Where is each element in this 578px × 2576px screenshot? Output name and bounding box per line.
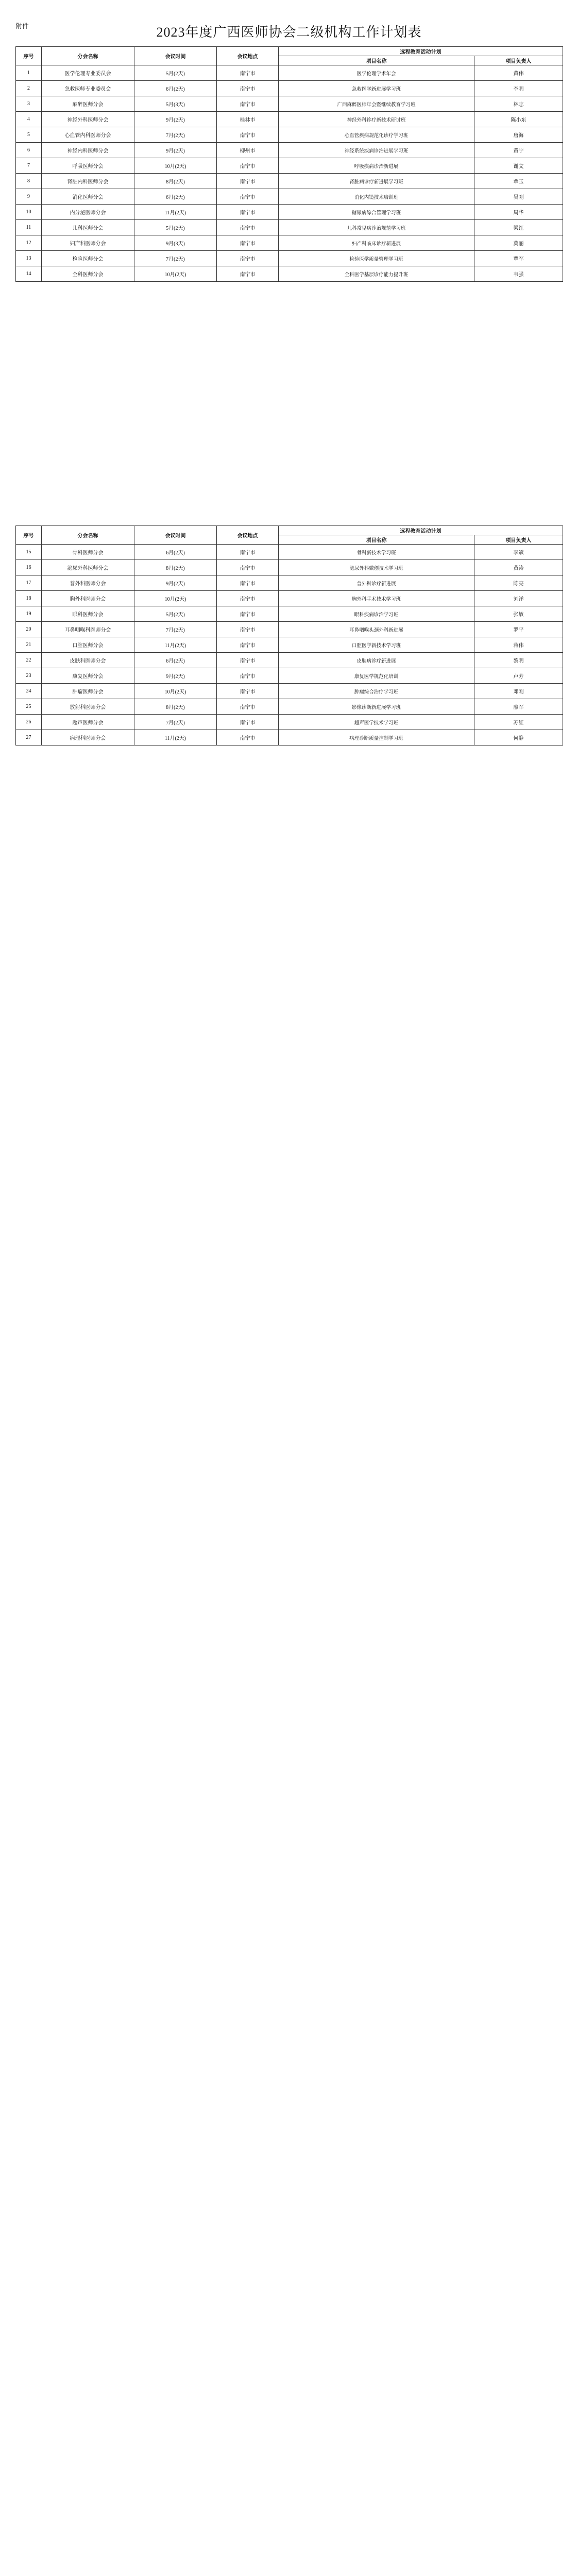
cell-project: 口腔医学新技术学习班 — [279, 637, 474, 653]
cell-project: 神经系统疾病诊治进展学习班 — [279, 143, 474, 158]
cell-place: 南宁市 — [217, 127, 279, 143]
cell-leader: 卢芳 — [474, 668, 563, 684]
cell-time: 6月(2天) — [134, 81, 217, 96]
table-row — [16, 112, 563, 127]
cell-time: 7月(2天) — [134, 715, 217, 730]
cell-leader: 林志 — [474, 96, 563, 112]
cell-no: 22 — [16, 653, 42, 668]
cell-time: 7月(2天) — [134, 251, 217, 266]
cell-time: 9月(2天) — [134, 112, 217, 127]
cell-org: 麻醉医师分会 — [42, 96, 134, 112]
cell-project: 肾脏病诊疗新进展学习班 — [279, 174, 474, 189]
header-place: 会议地点 — [217, 47, 279, 65]
table-row — [16, 96, 563, 112]
cell-org: 康复医师分会 — [42, 668, 134, 684]
cell-project: 急救医学新进展学习班 — [279, 81, 474, 96]
cell-leader: 张敏 — [474, 606, 563, 622]
cell-place: 南宁市 — [217, 220, 279, 235]
cell-leader: 吴刚 — [474, 189, 563, 205]
header-leader: 项目负责人 — [474, 56, 563, 65]
cell-project: 糖尿病综合管理学习班 — [279, 205, 474, 220]
cell-project: 消化内镜技术培训班 — [279, 189, 474, 205]
header-group: 远程教育活动计划 — [279, 526, 563, 535]
cell-time: 5月(2天) — [134, 220, 217, 235]
cell-leader: 黎明 — [474, 653, 563, 668]
page-title: 2023年度广西医师协会二级机构工作计划表 — [156, 25, 422, 40]
cell-leader: 蒋伟 — [474, 637, 563, 653]
cell-no: 26 — [16, 715, 42, 730]
table-row — [16, 560, 563, 575]
table-row — [16, 189, 563, 205]
cell-time: 8月(2天) — [134, 699, 217, 715]
header-no: 序号 — [16, 526, 42, 545]
table-row — [16, 81, 563, 96]
table-row — [16, 266, 563, 282]
cell-place: 桂林市 — [217, 112, 279, 127]
cell-project: 泌尿外科微创技术学习班 — [279, 560, 474, 575]
cell-no: 1 — [16, 65, 42, 81]
table-row — [16, 637, 563, 653]
cell-leader: 莫丽 — [474, 235, 563, 251]
cell-leader: 廖军 — [474, 699, 563, 715]
cell-time: 5月(3天) — [134, 96, 217, 112]
cell-time: 9月(2天) — [134, 668, 217, 684]
cell-leader: 谢文 — [474, 158, 563, 174]
cell-no: 11 — [16, 220, 42, 235]
table-row — [16, 174, 563, 189]
header-org: 分会名称 — [42, 526, 134, 545]
cell-no: 13 — [16, 251, 42, 266]
table-row — [16, 158, 563, 174]
cell-no: 24 — [16, 684, 42, 699]
header-place: 会议地点 — [217, 526, 279, 545]
cell-project: 胸外科手术技术学习班 — [279, 591, 474, 606]
header-no: 序号 — [16, 47, 42, 65]
cell-project: 皮肤病诊疗新进展 — [279, 653, 474, 668]
table-row — [16, 730, 563, 745]
cell-project: 影像诊断新进展学习班 — [279, 699, 474, 715]
cell-leader: 邓刚 — [474, 684, 563, 699]
cell-place: 南宁市 — [217, 65, 279, 81]
cell-leader: 韦强 — [474, 266, 563, 282]
cell-project: 病理诊断质量控制学习班 — [279, 730, 474, 745]
cell-time: 11月(2天) — [134, 637, 217, 653]
cell-project: 超声医学技术学习班 — [279, 715, 474, 730]
cell-place: 南宁市 — [217, 189, 279, 205]
cell-org: 医学伦理专业委员会 — [42, 65, 134, 81]
cell-org: 消化医师分会 — [42, 189, 134, 205]
cell-org: 全科医师分会 — [42, 266, 134, 282]
cell-place: 南宁市 — [217, 545, 279, 560]
table-row — [16, 622, 563, 637]
cell-place: 南宁市 — [217, 684, 279, 699]
cell-leader: 刘洋 — [474, 591, 563, 606]
cell-project: 医学伦理学术年会 — [279, 65, 474, 81]
cell-time: 9月(3天) — [134, 235, 217, 251]
table-row — [16, 653, 563, 668]
cell-time: 9月(2天) — [134, 143, 217, 158]
cell-leader: 梁红 — [474, 220, 563, 235]
header-org: 分会名称 — [42, 47, 134, 65]
table-row — [16, 235, 563, 251]
cell-org: 放射科医师分会 — [42, 699, 134, 715]
cell-time: 8月(2天) — [134, 560, 217, 575]
cell-org: 神经内科医师分会 — [42, 143, 134, 158]
table-row — [16, 545, 563, 560]
header-group: 远程教育活动计划 — [279, 47, 563, 56]
cell-leader: 陈亮 — [474, 575, 563, 591]
cell-place: 南宁市 — [217, 637, 279, 653]
attachment-label: 附件 — [15, 22, 29, 30]
cell-place: 南宁市 — [217, 591, 279, 606]
cell-org: 眼科医师分会 — [42, 606, 134, 622]
table-row — [16, 127, 563, 143]
cell-place: 南宁市 — [217, 266, 279, 282]
cell-place: 南宁市 — [217, 174, 279, 189]
cell-project: 耳鼻咽喉头颈外科新进展 — [279, 622, 474, 637]
table-row — [16, 684, 563, 699]
cell-leader: 覃军 — [474, 251, 563, 266]
cell-place: 南宁市 — [217, 699, 279, 715]
cell-no: 2 — [16, 81, 42, 96]
cell-time: 10月(2天) — [134, 591, 217, 606]
cell-time: 8月(2天) — [134, 174, 217, 189]
cell-leader: 李斌 — [474, 545, 563, 560]
cell-time: 9月(2天) — [134, 575, 217, 591]
cell-org: 普外科医师分会 — [42, 575, 134, 591]
cell-leader: 李明 — [474, 81, 563, 96]
table-row — [16, 591, 563, 606]
cell-org: 超声医师分会 — [42, 715, 134, 730]
cell-leader: 何静 — [474, 730, 563, 745]
cell-no: 25 — [16, 699, 42, 715]
header-project: 项目名称 — [279, 535, 474, 545]
cell-place: 南宁市 — [217, 251, 279, 266]
cell-project: 广西麻醉医师年会暨继续教育学习班 — [279, 96, 474, 112]
cell-no: 16 — [16, 560, 42, 575]
cell-org: 神经外科医师分会 — [42, 112, 134, 127]
header-project: 项目名称 — [279, 56, 474, 65]
cell-org: 儿科医师分会 — [42, 220, 134, 235]
cell-leader: 唐海 — [474, 127, 563, 143]
cell-org: 病理科医师分会 — [42, 730, 134, 745]
cell-place: 柳州市 — [217, 143, 279, 158]
cell-no: 3 — [16, 96, 42, 112]
cell-org: 呼吸医师分会 — [42, 158, 134, 174]
cell-place: 南宁市 — [217, 715, 279, 730]
table-row — [16, 668, 563, 684]
cell-project: 眼科疾病诊治学习班 — [279, 606, 474, 622]
cell-org: 皮肤科医师分会 — [42, 653, 134, 668]
cell-place: 南宁市 — [217, 575, 279, 591]
plan-table — [15, 46, 563, 282]
cell-project: 儿科常见病诊治规范学习班 — [279, 220, 474, 235]
cell-time: 10月(2天) — [134, 684, 217, 699]
cell-leader: 罗平 — [474, 622, 563, 637]
cell-leader: 黄伟 — [474, 65, 563, 81]
cell-time: 6月(2天) — [134, 653, 217, 668]
cell-org: 肾脏内科医师分会 — [42, 174, 134, 189]
cell-no: 6 — [16, 143, 42, 158]
cell-org: 胸外科医师分会 — [42, 591, 134, 606]
cell-place: 南宁市 — [217, 653, 279, 668]
table-row — [16, 205, 563, 220]
cell-project: 康复医学规范化培训 — [279, 668, 474, 684]
cell-time: 10月(2天) — [134, 158, 217, 174]
cell-org: 检验医师分会 — [42, 251, 134, 266]
table-row — [16, 220, 563, 235]
cell-no: 4 — [16, 112, 42, 127]
cell-place: 南宁市 — [217, 235, 279, 251]
cell-no: 23 — [16, 668, 42, 684]
cell-no: 14 — [16, 266, 42, 282]
cell-project: 普外科诊疗新进展 — [279, 575, 474, 591]
cell-time: 5月(2天) — [134, 606, 217, 622]
cell-time: 7月(2天) — [134, 127, 217, 143]
cell-place: 南宁市 — [217, 606, 279, 622]
cell-project: 妇产科临床诊疗新进展 — [279, 235, 474, 251]
cell-org: 急救医师专业委员会 — [42, 81, 134, 96]
cell-project: 全科医学基层诊疗能力提升班 — [279, 266, 474, 282]
cell-project: 神经外科诊疗新技术研讨班 — [279, 112, 474, 127]
cell-place: 南宁市 — [217, 730, 279, 745]
cell-project: 肿瘤综合治疗学习班 — [279, 684, 474, 699]
cell-project: 骨科新技术学习班 — [279, 545, 474, 560]
cell-time: 6月(2天) — [134, 545, 217, 560]
cell-place: 南宁市 — [217, 205, 279, 220]
cell-org: 内分泌医师分会 — [42, 205, 134, 220]
cell-org: 妇产科医师分会 — [42, 235, 134, 251]
plan-table — [15, 526, 563, 745]
cell-time: 11月(2天) — [134, 205, 217, 220]
cell-leader: 苏红 — [474, 715, 563, 730]
cell-no: 20 — [16, 622, 42, 637]
table-row — [16, 143, 563, 158]
plan-table-section — [15, 46, 563, 282]
cell-place: 南宁市 — [217, 622, 279, 637]
table-row — [16, 575, 563, 591]
cell-time: 6月(2天) — [134, 189, 217, 205]
cell-no: 21 — [16, 637, 42, 653]
cell-org: 泌尿外科医师分会 — [42, 560, 134, 575]
cell-leader: 周华 — [474, 205, 563, 220]
header-time: 会议时间 — [134, 47, 217, 65]
cell-no: 9 — [16, 189, 42, 205]
cell-no: 19 — [16, 606, 42, 622]
cell-leader: 黄涛 — [474, 560, 563, 575]
cell-no: 17 — [16, 575, 42, 591]
table-row — [16, 699, 563, 715]
cell-leader: 黄宁 — [474, 143, 563, 158]
cell-org: 口腔医师分会 — [42, 637, 134, 653]
cell-org: 骨科医师分会 — [42, 545, 134, 560]
table-row — [16, 251, 563, 266]
cell-time: 5月(2天) — [134, 65, 217, 81]
cell-org: 耳鼻咽喉科医师分会 — [42, 622, 134, 637]
cell-place: 南宁市 — [217, 560, 279, 575]
cell-leader: 陈小东 — [474, 112, 563, 127]
cell-time: 7月(2天) — [134, 622, 217, 637]
header-leader: 项目负责人 — [474, 535, 563, 545]
plan-table-section — [15, 526, 563, 745]
cell-no: 7 — [16, 158, 42, 174]
cell-place: 南宁市 — [217, 96, 279, 112]
table-row — [16, 715, 563, 730]
cell-org: 心血管内科医师分会 — [42, 127, 134, 143]
cell-org: 肿瘤医师分会 — [42, 684, 134, 699]
cell-place: 南宁市 — [217, 158, 279, 174]
cell-time: 11月(2天) — [134, 730, 217, 745]
cell-no: 10 — [16, 205, 42, 220]
cell-place: 南宁市 — [217, 81, 279, 96]
cell-no: 5 — [16, 127, 42, 143]
cell-project: 呼吸疾病诊治新进展 — [279, 158, 474, 174]
cell-no: 12 — [16, 235, 42, 251]
table-row — [16, 65, 563, 81]
header-time: 会议时间 — [134, 526, 217, 545]
cell-no: 8 — [16, 174, 42, 189]
cell-no: 18 — [16, 591, 42, 606]
cell-place: 南宁市 — [217, 668, 279, 684]
cell-no: 15 — [16, 545, 42, 560]
cell-time: 10月(2天) — [134, 266, 217, 282]
cell-leader: 覃玉 — [474, 174, 563, 189]
cell-no: 27 — [16, 730, 42, 745]
cell-project: 检验医学质量管理学习班 — [279, 251, 474, 266]
cell-project: 心血管疾病规范化诊疗学习班 — [279, 127, 474, 143]
table-row — [16, 606, 563, 622]
